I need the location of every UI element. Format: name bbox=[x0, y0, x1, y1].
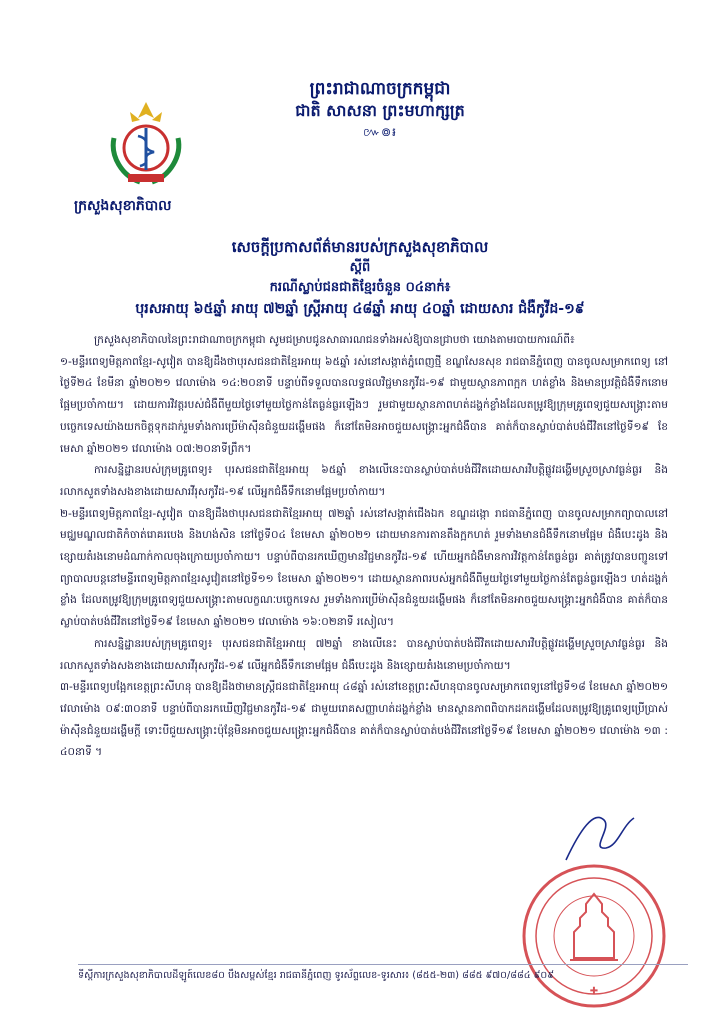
case-report-1: ១-មន្ទីរពេទ្យមិត្តភាពខ្មែរ-សូវៀត បានឱ្យដឹងថាបុរសជនជាតិខ្មែរអាយុ ៦៥ឆ្នាំ រស់នៅសង្កាត់ភ្នំពេញថ្មី ខណ្ឌសែនសុខ រាជធានីភ្នំពេញ បានចូលសម្រាកពេទ្យ នៅថ្ងៃទី២៤ ខែមីនា ឆ្នាំ២០២១ វេលាម៉ោង ១៤:២០នាទី បន្ទាប់ពីទទួលបានលទ្ធផលវិជ្ជមានកូវីដ-១៩ ជាមួយស្ថានភាពក្អក ហត់ខ្លាំង និងមានប្រវត្តិជំងឺទឹកនោមផ្អែមប្រចាំកាយ។ ដោយការវិវត្តរបស់ជំងឺពីមួយថ្ងៃទៅមួយថ្ងៃកាន់តែធ្ងន់ធ្ងរឡើងៗ រួមជាមួយស្ថានភាពហត់ដង្ហក់ខ្លាំងដែលតម្រូវឱ្យក្រុមគ្រូពេទ្យជួយសង្គ្រោះតាមបច្ចេកទេសយ៉ាងយកចិត្តទុកដាក់រួមទាំងការប្រើម៉ាស៊ីនជំនួយដង្ហើមផង ក៏នៅតែមិនអាចជួយសង្គ្រោះអ្នកជំងឺបាន គាត់ក៏បានស្លាប់បាត់បង់ជីវិតនៅថ្ងៃទី១៩ ខែមេសា ឆ្នាំ២០២១ វេលាម៉ោង ០៧:២០នាទីព្រឹក។ bbox=[60, 355, 668, 455]
kingdom-title: ព្រះរាជាណាចក្រកម្ពុជា bbox=[309, 79, 451, 99]
official-seal-icon bbox=[520, 862, 668, 1010]
footer-address: ទីស្តីការក្រសួងសុខាភិបាលដីឡូត៍លេខ៨០ បឹងសម្ពស់ខ្មែរ រាជធានីភ្នំពេញ ទូរស័ព្ទលេខ-ទូរសារ៖ (៨៥៥-២៣) ៨៨៥ ៩៧០/៨៨៤ ៩០៩ bbox=[78, 964, 688, 983]
national-motto: ជាតិ សាសនា ព្រះមហាក្សត្រ bbox=[295, 101, 465, 120]
signature-icon bbox=[560, 790, 640, 880]
announcement-title-block bbox=[60, 236, 660, 320]
case-conclusion-2: ការសន្និដ្ឋានរបស់ក្រុមគ្រូពេទ្យ៖ បុរសជនជាតិខ្មែរអាយុ ៧២ឆ្នាំ ខាងលើនេះ បានស្លាប់បាត់បង់ជីវិតដោយសារវិបត្តិផ្លូវដង្ហើមស្រួចស្រាវធ្ងន់ធ្ងរ និងរលាកសួតទាំងសងខាងដោយសារវីរុសកូវីដ-១៩ លើអ្នកជំងឺទឹកនោមផ្អែម ជំងឺបេះដូង និងខ្សោយតំរងនោមប្រចាំកាយ។ bbox=[60, 637, 668, 672]
case-report-3: ៣-មន្ទីរពេទ្យបង្អែកខេត្តព្រះសីហនុ បានឱ្យដឹងថាមានស្ត្រីជនជាតិខ្មែរអាយុ ៤៨ឆ្នាំ រស់នៅខេត្តព្រះសីហនុបានចូលសម្រាកពេទ្យនៅថ្ងៃទី១៨ ខែមេសា ឆ្នាំ២០២១ វេលាម៉ោង ០៩:៣០នាទី បន្ទាប់ពីបានរកឃើញវិជ្ជមានកូវីដ-១៩ ជាមួយរោគសញ្ញាហត់ដង្ហក់ខ្លាំង មានស្ថានភាពពិបាកដកដង្ហើមដែលតម្រូវឱ្យគ្រូពេទ្យប្រើប្រាស់ម៉ាស៊ីនជំនួយដង្ហើមក្តី ទោះបីជួយសង្គ្រោះប៉ុន្តែមិនអាចជួយសង្គ្រោះអ្នកជំងឺបាន គាត់ក៏បានស្លាប់បាត់បង់ជីវិតនៅថ្ងៃទី១៩ ខែមេសា ឆ្នាំ២០២១ វេលាម៉ោង ១៣ : ៤០នាទី ។ bbox=[60, 681, 668, 759]
ministry-logo-icon bbox=[100, 98, 192, 190]
subject-detail: បុរសអាយុ ៦៥ឆ្នាំ អាយុ ៧២ឆ្នាំ ស្ត្រីអាយុ ៤៨ឆ្នាំ អាយុ ៤០ឆ្នាំ ដោយសារ ជំងឺកូវីដ-១៩ bbox=[135, 301, 585, 317]
ministry-name: ក្រសួងសុខាភិបាល bbox=[74, 198, 172, 214]
svg-text:✚: ✚ bbox=[589, 986, 599, 997]
announcement-body bbox=[60, 330, 668, 764]
case-conclusion-1: ការសន្និដ្ឋានរបស់ក្រុមគ្រូពេទ្យ៖ បុរសជនជាតិខ្មែរអាយុ ៦៥ឆ្នាំ ខាងលើនេះបានស្លាប់បាត់បង់ជីវិតដោយសារវិបត្តិផ្លូវដង្ហើមស្រួចស្រាវធ្ងន់ធ្ងរ និងរលាកសួតទាំងសងខាងដោយសារវីរុសកូវីដ-១៩ លើអ្នកជំងឺទឹកនោមផ្អែមប្រចាំកាយ។ bbox=[60, 464, 668, 498]
intro-paragraph: ក្រសួងសុខាភិបាលនៃព្រះរាជាណាចក្រកម្ពុជា សូមជម្រាបជូនសាធារណជនទាំងអស់ឱ្យបានជ្រាបថា យោងតាមរបាយការណ៍ពី៖ bbox=[94, 334, 575, 346]
ornament-divider: ៚៙៛ bbox=[363, 125, 397, 139]
announcement-title: សេចក្តីប្រកាសព័ត៌មានរបស់ក្រសួងសុខាភិបាល bbox=[231, 238, 489, 256]
kingdom-header bbox=[250, 78, 510, 142]
case-report-2: ២-មន្ទីរពេទ្យមិត្តភាពខ្មែរ-សូវៀត បានឱ្យដឹងថាបុរសជនជាតិខ្មែរអាយុ ៧២ឆ្នាំ រស់នៅសង្កាត់ជើងឯក ខណ្ឌដង្កោ រាជធានីភ្នំពេញ បានចូលសម្រាកព្យាបាលនៅមជ្ឈមណ្ឌលជាតិកំចាត់រោគរបេង និងហង់សិន នៅថ្ងៃទី០៤ ខែមេសា ឆ្នាំ២០២១ ដោយមានការតានតឹងក្អកហត់ រួមទាំងមានជំងឺទឹកនោមផ្អែម ជំងឺបេះដូង និងខ្សោយតំរងនោមដំណាក់កាលចុងក្រោយប្រចាំកាយ។ បន្ទាប់ពីបានរកឃើញមានវិជ្ជមានកូវីដ-១៩ ហើយអ្នកជំងឺមានការវិវត្តកាន់តែធ្ងន់ធ្ងរ គាត់ត្រូវបានបញ្ជូនទៅព្យាបាលបន្តនៅមន្ទីរពេទ្យមិត្តភាពខ្មែរសូវៀតនៅថ្ងៃទី១១ ខែមេសា ឆ្នាំ២០២១។ ដោយស្ថានភាពរបស់អ្នកជំងឺពីមួយថ្ងៃទៅមួយថ្ងៃកាន់តែធ្ងន់ធ្ងរឡើងៗ ហត់ដង្ហក់ខ្លាំង ដែលតម្រូវឱ្យក្រុមគ្រូពេទ្យជួយសង្គ្រោះតាមលក្ខណៈបច្ចេកទេស រួមទាំងការប្រើម៉ាស៊ីនជំនួយដង្ហើមផង ក៏នៅតែមិនអាចជួយសង្គ្រោះអ្នកជំងឺបាន គាត់ក៏បានស្លាប់បាត់បង់ជីវិតនៅថ្ងៃទី១៩ ខែមេសា ឆ្នាំ២០២១ វេលាម៉ោង ១៦:០២នាទី រសៀល។ bbox=[60, 507, 668, 629]
subject-heading: ករណីស្លាប់ជនជាតិខ្មែរចំនួន ០៤នាក់៖ bbox=[269, 280, 451, 295]
subject-label: ស្តីពី bbox=[349, 260, 371, 275]
